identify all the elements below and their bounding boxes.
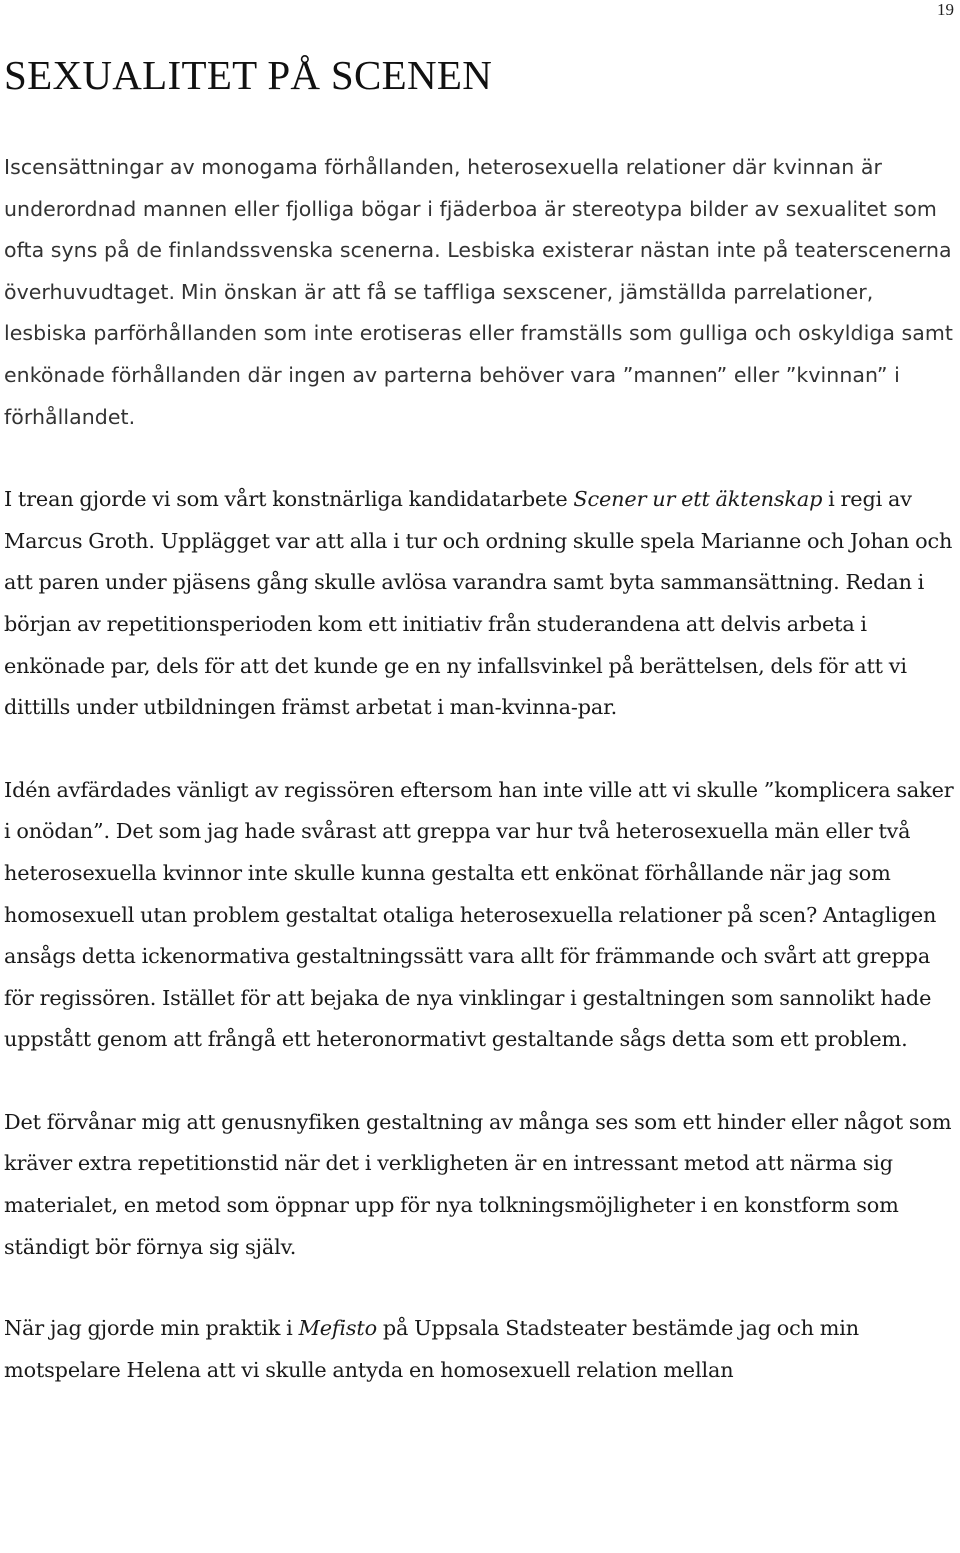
paragraph-1-intro: Iscensättningar av monogama förhållanden, heterosexuella relationer där kvinnan är underordnad mannen eller fjolliga bögar i fjäderboa är stereotypa bilder av sexualitet som ofta syns på de finlandssvenska scenerna. Lesbiska existerar nästan inte på teaterscenerna överhuvudtaget. [4,155,952,304]
paragraph-2-lead: I trean gjorde vi som vårt konstnärliga kandidatarbete [4,487,568,512]
play-title-scener: Scener ur ett äktenskap [573,487,823,512]
paragraph-5-rest: på Uppsala Stadsteater bestämde jag och min motspelare Helena att vi skulle antyda en homosexuell relation mellan [4,1316,860,1382]
paragraph-3: Idén avfärdades vänligt av regissören eftersom han inte ville att vi skulle ”komplicera saker i onödan”. Det som jag hade svårast att greppa var hur två heterosexuella män eller två heterosexuella kvinnor inte skulle kunna gestalta ett enkönat förhållande när jag som homosexuell utan problem gestaltat otaliga heterosexuella relationer på scen? Antagligen ansågs detta ickenormativa gestaltningssätt vara allt för främmande och svårt att greppa för regissören. Istället för att bejaka de nya vinklingar i gestaltningen som sannolikt hade uppstått genom att frångå ett heteronormativt gestaltande sågs detta som ett problem. [4,777,954,1052]
paragraph-2-rest: i regi av Marcus Groth. Upplägget var att alla i tur och ordning skulle spela Marianne och Johan och att paren under pjäsens gång skulle avlösa varandra samt byta sammansättning. Redan i början av repetitionsperioden kom ett initiativ från studerandena att delvis arbeta i enkönade par, dels för att det kunde ge en ny infallsvinkel på berättelsen, dels för att vi dittills under utbildningen främst arbetat i man-kvinna-par. [4,487,953,720]
paragraph-5 [4,1308,956,1391]
paragraph-1-wish: Min önskan är att få se taffliga sexscener, jämställda parrelationer, lesbiska parförhållanden som inte erotiseras eller framställs som gulliga och oskyldiga samt enkönade förhållanden där ingen av parterna behöver vara ”mannen” eller ”kvinnan” i förhållandet. [4,279,954,429]
page-number: 19 [937,0,954,19]
paragraph-1 [4,147,956,438]
paragraph-4: Det förvånar mig att genusnyfiken gestaltning av många ses som ett hinder eller något som kräver extra repetitionstid när det i verkligheten är en intressant metod att närma sig materialet, en metod som öppnar upp för nya tolkningsmöjligheter i en konstform som ständigt bör förnya sig själv. [4,1109,952,1259]
paragraph-5-lead: När jag gjorde min praktik i [4,1316,293,1341]
paragraph-2 [4,479,956,729]
section-heading: SEXUALITET PÅ SCENEN [4,52,493,98]
body-text [4,147,956,1432]
play-title-mefisto: Mefisto [298,1316,378,1341]
